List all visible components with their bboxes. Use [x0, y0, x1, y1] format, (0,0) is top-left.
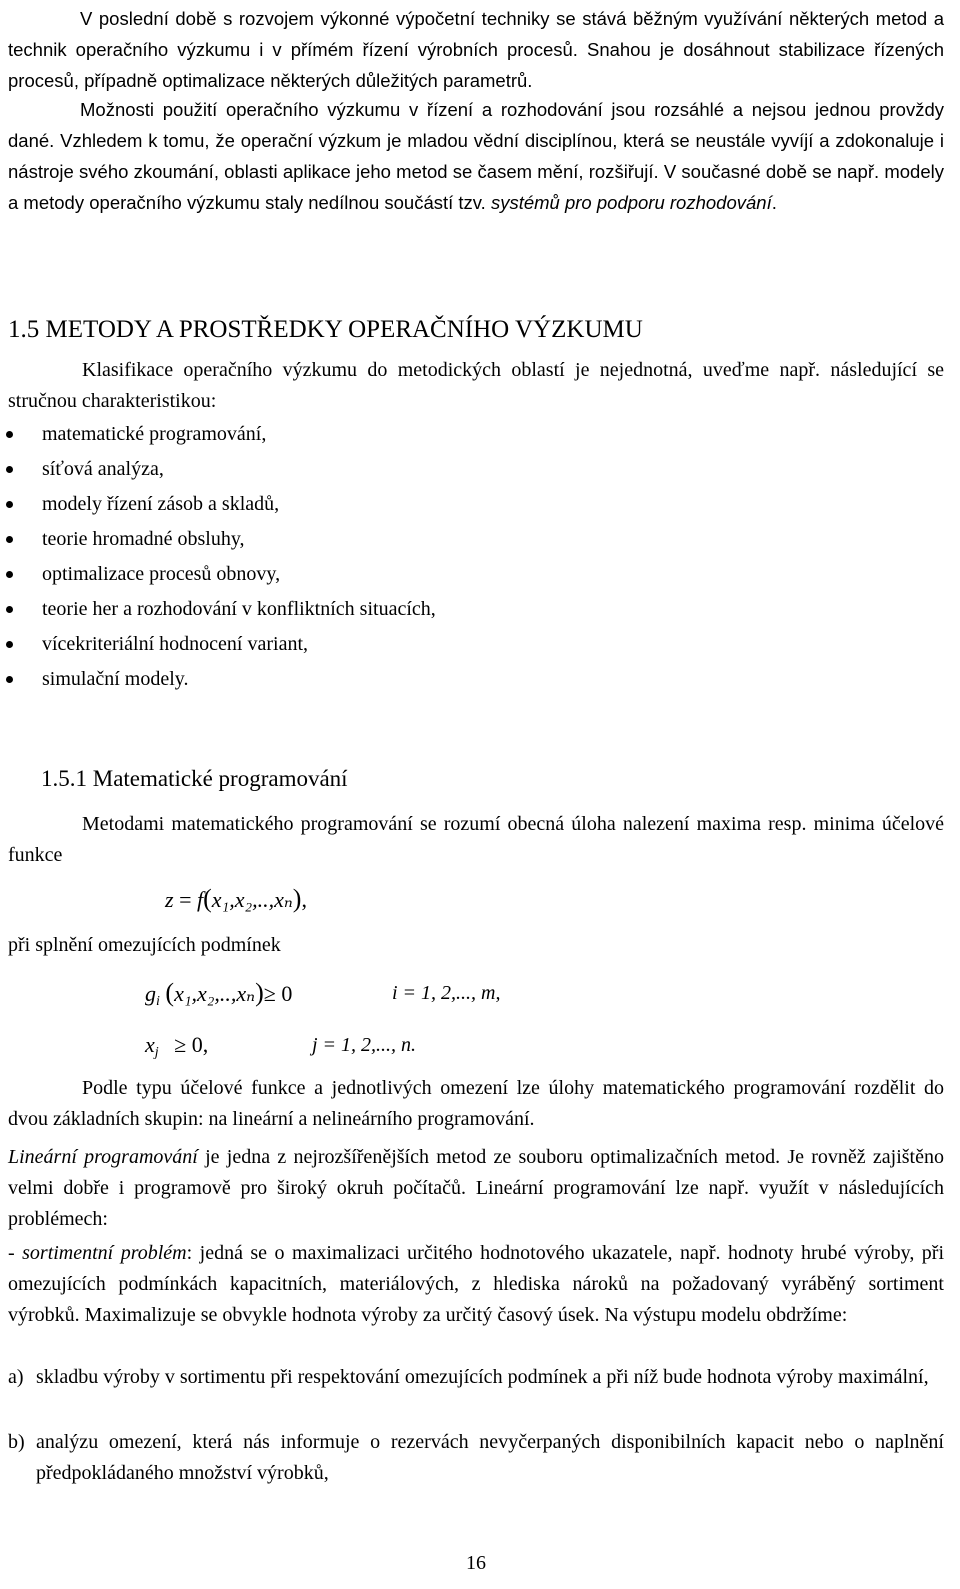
section-1-5-1-paragraph-5: - sortimentní problém: jedná se o maximalizaci určitého hodnotového ukazatele, např. hodnoty hrubé výroby, při omezujících podmínkách kapacitních, materiálových, z hlediska nároků na požadovaný vyráběný sortiment výrobků. Maximalizuje se obvykle hodnota výroby za určitý časový úsek. Na výstupu modelu obdržíme:: [8, 1242, 945, 1326]
list-item-a: [8, 1362, 944, 1393]
constraint-g-range: i = 1, 2,..., m,: [392, 982, 501, 1004]
assortment-problem-term: sortimentní problém: [22, 1242, 187, 1264]
formula-args: x₁,x₂,..,xₙ: [211, 887, 293, 912]
linear-programming-term: Lineární programování: [8, 1146, 198, 1168]
section-1-5-intro: Klasifikace operačního výzkumu do metodických oblastí je nejednotná, uveďme např. následující se stručnou charakteristikou:: [8, 359, 944, 412]
constraint-g-args: x₁,x₂,..,xₙ: [174, 981, 256, 1006]
section-heading-1-5-1: 1.5.1 Matematické programování: [41, 766, 348, 791]
list-item-b: [8, 1427, 944, 1489]
constraint-x: x: [145, 1032, 155, 1057]
constraint-x-relation: ≥ 0,: [174, 1032, 209, 1057]
bullet-icon: [6, 641, 13, 648]
intro-paragraph-2-italic: systémů pro podporu rozhodování: [490, 192, 772, 213]
formula-z: z: [165, 887, 174, 912]
constraint-x-range: j = 1, 2,..., n.: [312, 1034, 417, 1056]
section-1-5-1-paragraph-4: Lineární programování je jedna z nejrozšířenějších metod ze souboru optimalizačních metod. Je rovněž zajištěno velmi dobře i programově pro široký okruh počítačů. Lineární programování lze např. využít v následujících problémech:: [8, 1146, 944, 1230]
constraint-g: g: [145, 981, 156, 1006]
page-number: 16: [466, 1552, 486, 1574]
constraints-intro: při splnění omezujících podmínek: [8, 934, 281, 956]
section-1-5-1-paragraph-1: Metodami matematického programování se rozumí obecná úloha nalezení maxima resp. minima účelové funkce: [8, 813, 944, 866]
bullet-icon: [6, 571, 13, 578]
list-item-b-text: analýzu omezení, která nás informuje o rezervách nevyčerpaných disponibilních kapacit nebo o naplnění předpokládaného množství výrobků,: [36, 1431, 944, 1484]
formula-comma: ,: [301, 887, 307, 912]
list-item: matematické programování,: [2, 417, 902, 452]
list-item: optimalizace procesů obnovy,: [2, 557, 902, 592]
list-item-a-text: skladbu výroby v sortimentu při respektování omezujících podmínek a při níž bude hodnota výroby maximální,: [36, 1366, 929, 1388]
bullet-icon: [6, 466, 13, 473]
constraint-g-relation: ≥ 0: [263, 981, 293, 1006]
objective-function-formula: z = f(x₁,x₂,..,xₙ),: [165, 884, 307, 913]
intro-paragraph-2: [8, 94, 944, 218]
list-item-a-label: a): [8, 1366, 24, 1388]
list-item: simulační modely.: [2, 662, 902, 697]
bullet-icon: [6, 536, 13, 543]
section-heading-1-5: 1.5 METODY A PROSTŘEDKY OPERAČNÍHO VÝZKUMU: [8, 316, 643, 343]
bullet-icon: [6, 606, 13, 613]
intro-paragraph-1: V poslední době s rozvojem výkonné výpočetní techniky se stává běžným využívání některých metod a technik operačního výzkumu i v přímém řízení výrobních procesů. Snahou je dosáhnout stabilizace řízených procesů, případně optimalizace některých důležitých parametrů.: [8, 8, 944, 91]
bullet-icon: [6, 431, 13, 438]
formula-equals: =: [179, 887, 192, 912]
constraint-x-formula: $x_j \ge 0$,: [145, 1032, 209, 1060]
bullet-icon: [6, 676, 13, 683]
section-1-5-1-paragraph-3: Podle typu účelové funkce a jednotlivých omezení lze úlohy matematického programování rozdělit do dvou základních skupin: na lineární a nelineárního programování.: [8, 1077, 944, 1130]
list-item: vícekriteriální hodnocení variant,: [2, 627, 902, 662]
list-item-b-label: b): [8, 1431, 25, 1453]
list-item: teorie hromadné obsluhy,: [2, 522, 902, 557]
list-item: modely řízení zásob a skladů,: [2, 487, 902, 522]
list-item: síťová analýza,: [2, 452, 902, 487]
list-item: teorie her a rozhodování v konfliktních situacích,: [2, 592, 902, 627]
bullet-icon: [6, 501, 13, 508]
intro-paragraph-2-text: Možnosti použití operačního výzkumu v řízení a rozhodování jsou rozsáhlé a nejsou jednou provždy dané. Vzhledem k tomu, že operační výzkum je mladou vědní disciplínou, která se neustále vyvíjí a zdokonaluje i nástroje svého zkoumání, oblasti aplikace jeho metod se časem mění, rozšiřují. V současné době se např. modely a metody operačního výzkumu staly nedílnou součástí tzv.: [8, 99, 944, 213]
methods-bullet-list: [2, 417, 902, 697]
formula-f: f: [196, 887, 204, 912]
constraint-g-formula: $g_i$ (x₁,x₂,..,xₙ)≥ 0: [145, 978, 293, 1009]
intro-paragraph-2-end: .: [771, 192, 777, 213]
